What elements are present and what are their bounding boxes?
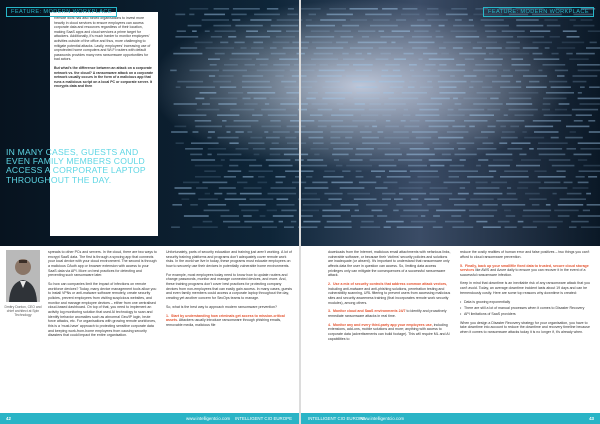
data-screen-illustration-right [300,0,600,246]
list-number: 3. [328,309,331,314]
right-page [300,0,600,424]
body-paragraph: So, what is the best way to approach modern ransomware prevention? [166,304,277,309]
page-number-right: 43 [589,416,594,421]
intro-paragraph-2: But what's the difference between an attack on a corporate network vs. the cloud? A ransomware attack on a corporate network usually occurs in the form of a malicious app that runs a malicious script on a local PC or corporate server. It encrypts data and then [54,65,154,89]
publication-name-right: INTELLIGENT CIO EUROPE [308,416,366,421]
list-heading: Monitor any and every third-party app your employees use, [332,322,433,327]
left-column-1 [48,250,158,342]
list-text: including anti-malware and anti-phishing solutions, penetration testing and vulnerability scanning, URL filtering to prevent users from accessing malicious sites and security awareness training (that incorporates remote work security modules), among others. [328,286,451,305]
author-photo [6,250,40,302]
list-number: 4. [328,322,331,327]
list-number: 5. [460,263,463,268]
list-heading: Start by understanding how criminals get access to mission-critical assets. [166,313,285,323]
list-item [328,282,452,305]
right-column-1 [328,250,452,345]
body-paragraph: Unfortunately, parts of security education and training just aren't working. A lot of security training platforms and programs don't adequately cover remote work risks. In the world we live in today, these programs must educate employees on how to securely use their devices in potentially vulnerable home environments. [166,250,292,268]
person-photo-icon [6,250,40,302]
body-paragraph: spreads to other PCs and servers. In the cloud, there are two ways to encrypt SaaS data. The first is through a syncing app that connects your local device with your cloud environment. The second is through a malicious OAuth app or browser extension with access to your SaaS data via API. More on best practices for detecting and preventing such ransomware later. [48,250,157,278]
list-number: 1. [166,313,169,318]
page-number-left: 42 [6,416,11,421]
intro-paragraph-1: Remote work has also forced organisations to invest more heavily in cloud services to ensure employees can access corporate data and resources regardless of their location, making SaaS apps and cloud services a prime target for attackers. Additionally, it's much harder to monitor employees' activities outside of the office and thus, more challenging to mitigate potential attacks. Lastly, employees' increasing use of unprotected home computers and Wi-Fi routers with default passwords provides many new ransomware opportunities for bad actors. [54,16,151,62]
bullet-item: • Data is growing exponentially [460,300,590,305]
numbered-list [328,282,452,341]
bullet-list [460,300,590,317]
right-column-2 [460,250,590,339]
footer-right [300,413,600,424]
publication-name-left: INTELLIGENT CIO EUROPE [234,416,292,421]
list-item [328,309,452,318]
section-tag-left: FEATURE: MODERN WORKPLACE [6,7,117,17]
list-heading: Monitor cloud and SaaS environments 24/7 [332,309,406,314]
numbered-list [166,314,292,328]
page-gutter [299,0,301,424]
list-text: Attackers usually introduce ransomware through phishing emails, removable media, malicious file [166,318,282,328]
list-heading: Finally, back up your small/file fixed data to trusted, secure cloud storage services [460,263,589,273]
body-paragraph: When you design a Disaster Recovery strategy for your organisation, you have to take downtime into account to reduce the downtime and recovery timeline because when it comes to ransomware attacks today it is no longer if, it's already when. [460,320,590,335]
list-item [328,323,452,342]
body-paragraph: downloads from the Internet, malicious email attachments with nefarious links, vulnerable software, or because their 'victims' security policies and solutions are inadequate (or absent). It's important to understand that ransomware only affects data the user in question can access. So, limiting data access privileges only can mitigate the consequences of a successful ransomware attack. [328,250,451,278]
hero-image-right [300,0,600,246]
list-number: 2. [328,282,331,287]
list-text: to identify and proactively remediate ransomware attacks in real time. [328,309,447,319]
footer-url-left[interactable]: www.intelligentcio.com [186,416,231,421]
list-text: including extensions, add-ons, mobile solutions and more; anything with access to corporate data (advertisements can build footage). This will require ML and AI capabilities to [328,322,450,341]
list-text: like AWS and Azure daily to ensure you can recover it in the event of a successful ransomware infection. [460,268,586,277]
body-paragraph: So how can companies limit the impact of infections on remote workforce devices? Today, many device management tools allow you to install VPNs or anti-malware software remotely, create security policies, prevent employees from visiting suspicious websites, and monitor and manage employee devices – either from one centralised cloud-based dashboard. On top of that, you need to implement an activity log monitoring solution that used AI technology to scan and identify behavior anomalies such as abnormal Geo/IP login, brute force attacks, etc. For organisations with growing remote workforces, this is a 'must-have' approach to protecting sensitive corporate data and keeping work-from-home employees from causing security disasters that could impact the entire organisation. [48,282,157,338]
body-paragraph: For example, most employees today need to know how to update routers and change passwords, monitor and manage connected devices, and more. And, these training programs don't cover best practices for protecting company devices from non-employees that can easily gain access. In many cases, guests and even family members could access a corporate laptop throughout the day, creating yet another concern for SecOps teams to manage. [166,272,292,301]
body-paragraph: Keep in mind that downtime is an inevitable risk of any ransomware attack that you can't avoid. Today, an average downtime incident lasts about 19 days and can be tremendously costly. Here are some top reasons why downtime is created: [460,281,590,295]
list-item [460,264,590,278]
numbered-list [460,264,590,278]
list-item [166,314,292,328]
list-heading: Use a mix of security controls that address common attack vectors, [332,282,448,287]
body-paragraph: reduce the costly realities of human error and false positives – two things you can't afford to cloud ransomware prevention. [460,250,590,259]
hero-image-left [0,0,300,246]
footer-left [0,413,300,424]
pull-quote: IN MANY CASES, GUESTS AND EVEN FAMILY MEMBERS COULD ACCESS A CORPORATE LAPTOP THROUGHOUT THE DAY. [6,147,146,185]
section-tag-right: FEATURE: MODERN WORKPLACE [483,7,594,17]
left-column-2 [166,250,292,332]
bullet-item: • API limitations of SaaS providers [460,312,590,317]
bullet-item: • There are still a lot of manual processes when it comes to Disaster Recovery [460,306,590,311]
footer-url-right[interactable]: www.intelligentcio.com [360,416,405,421]
intro-text-box [50,12,158,236]
author-caption: Dmitry Dontov, CEO and chief architect at Spin Technology [4,305,42,318]
